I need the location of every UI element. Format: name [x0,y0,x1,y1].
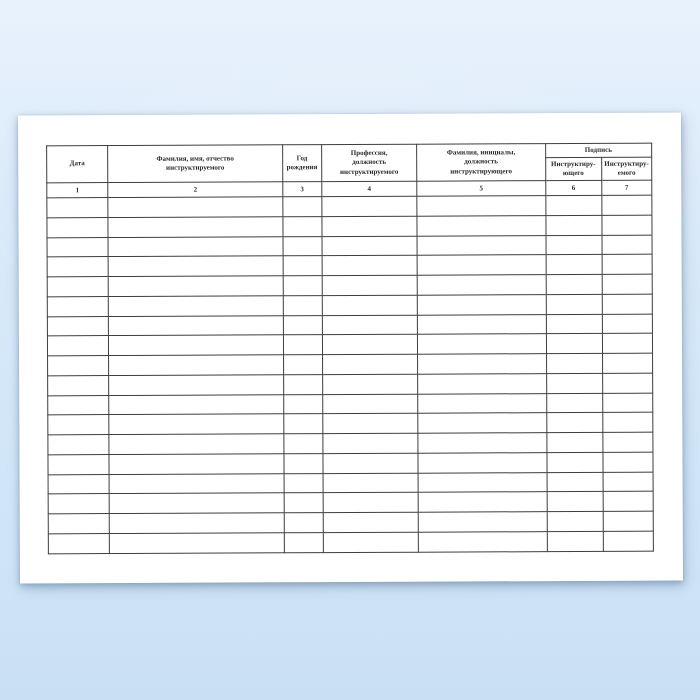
empty-cell [547,472,603,492]
empty-cell [108,217,283,238]
empty-cell [322,354,418,374]
empty-cell [602,215,652,235]
empty-cell [48,395,109,415]
empty-log-row [47,235,652,257]
empty-cell [547,492,603,512]
empty-cell [108,256,283,277]
empty-cell [603,472,653,492]
empty-cell [322,196,418,216]
col-header-instructed-profession: Профессия, должность инструктируемого [321,144,417,181]
empty-cell [418,334,546,354]
empty-cell [48,534,109,554]
empty-cell [603,511,653,531]
empty-cell [283,236,322,256]
empty-cell [283,295,322,315]
instruction-log-table [46,143,654,555]
empty-cell [109,513,284,534]
column-number-6: 6 [545,180,601,195]
empty-cell [283,216,322,236]
empty-cell [322,295,418,315]
empty-cell [109,454,284,475]
empty-cell [418,472,546,492]
empty-log-row [47,334,652,356]
empty-cell [545,195,601,215]
empty-cell [48,415,109,435]
empty-cell [547,531,603,551]
empty-cell [284,375,323,395]
empty-cell [417,275,545,295]
empty-cell [284,473,323,493]
empty-cell [602,274,652,294]
empty-cell [546,373,602,393]
empty-log-row [48,452,653,474]
empty-cell [418,374,546,394]
empty-cell [47,198,108,218]
empty-cell [48,435,109,455]
empty-cell [602,353,652,373]
empty-log-row [47,314,652,336]
empty-cell [48,494,109,514]
empty-log-row [48,511,653,533]
empty-cell [284,493,323,513]
empty-cell [322,414,418,434]
empty-cell [48,514,109,534]
empty-cell [109,394,284,415]
empty-log-row [48,472,653,494]
empty-cell [546,393,602,413]
empty-cell [546,334,602,354]
empty-cell [323,512,419,532]
empty-cell [418,294,546,314]
empty-cell [322,335,418,355]
empty-cell [283,256,322,276]
empty-cell [602,314,652,334]
empty-cell [546,255,602,275]
empty-cell [322,256,418,276]
empty-log-row [48,353,653,375]
empty-cell [109,414,284,435]
empty-log-row [47,254,652,276]
empty-log-row [48,413,653,435]
empty-cell [48,375,109,395]
column-number-3: 3 [283,182,322,197]
empty-cell [419,532,547,553]
empty-cell [322,374,418,394]
empty-cell [603,432,653,452]
empty-cell [284,513,323,533]
empty-cell [323,493,419,513]
empty-cell [47,217,108,237]
empty-cell [48,356,109,376]
empty-cell [284,434,323,454]
empty-cell [323,433,419,453]
empty-cell [546,294,602,314]
empty-log-row [48,393,653,415]
empty-cell [546,433,602,453]
empty-cell [323,473,419,493]
empty-cell [602,254,652,274]
empty-cell [284,454,323,474]
empty-cell [417,196,545,216]
col-header-signature-instructor: Инструктиру- ющего [545,157,601,180]
empty-cell [418,453,546,473]
column-number-7: 7 [602,180,652,195]
empty-cell [602,195,652,215]
empty-cell [322,315,418,335]
empty-cell [47,296,108,316]
empty-cell [546,235,602,255]
empty-cell [602,235,652,255]
empty-cell [109,375,284,396]
document-page [18,113,683,584]
empty-cell [108,236,283,257]
empty-log-row [47,274,652,296]
empty-cell [109,493,284,514]
empty-cell [283,315,322,335]
empty-cell [109,355,284,376]
empty-cell [108,315,283,336]
empty-cell [602,373,652,393]
col-header-signature-instructed: Инструктиру- емого [601,157,651,180]
empty-cell [109,474,284,495]
empty-cell [546,314,602,334]
empty-cell [47,257,108,277]
empty-cell [108,276,283,297]
empty-cell [109,335,284,356]
empty-cell [546,413,602,433]
table-body [47,195,654,554]
empty-cell [284,394,323,414]
empty-cell [418,433,546,453]
empty-cell [322,216,418,236]
empty-cell [602,334,652,354]
empty-cell [418,492,546,512]
empty-cell [284,533,323,553]
empty-cell [108,296,283,317]
empty-cell [47,277,108,297]
empty-cell [109,434,284,455]
empty-cell [547,512,603,532]
empty-cell [48,474,109,494]
empty-log-row [48,373,653,395]
empty-cell [603,531,653,551]
empty-cell [283,276,322,296]
empty-cell [47,316,108,336]
empty-cell [602,393,652,413]
empty-log-row [48,432,653,454]
empty-cell [418,413,546,433]
empty-cell [603,413,653,433]
column-number-5: 5 [417,181,545,197]
empty-cell [47,336,108,356]
column-number-4: 4 [321,181,417,196]
empty-cell [603,452,653,472]
empty-cell [546,452,602,472]
empty-cell [108,197,283,218]
empty-cell [283,355,322,375]
empty-cell [418,314,546,334]
empty-log-row [47,294,652,316]
empty-cell [283,335,322,355]
empty-cell [284,414,323,434]
empty-cell [322,275,418,295]
col-header-instructor-name: Фамилия, инициалы, должность инструктирующего [417,144,545,182]
empty-cell [322,394,418,414]
empty-cell [48,455,109,475]
empty-log-row [47,215,652,237]
empty-cell [546,354,602,374]
empty-cell [602,294,652,314]
empty-log-row [48,531,653,554]
col-header-instructed-name: Фамилия, имя, отчество инструктируемого [108,145,283,183]
empty-cell [323,532,419,552]
empty-log-row [47,195,652,217]
empty-cell [322,236,418,256]
col-group-signature: Подпись [545,143,652,157]
column-number-2: 2 [108,182,283,198]
empty-cell [418,354,546,374]
empty-cell [417,215,545,235]
empty-cell [546,274,602,294]
column-number-1: 1 [47,183,108,198]
empty-cell [545,215,601,235]
empty-cell [418,512,546,532]
empty-cell [417,235,545,255]
col-header-birth-year: Год рождения [283,145,322,182]
empty-cell [418,393,546,413]
empty-cell [603,492,653,512]
empty-cell [47,237,108,257]
empty-cell [323,453,419,473]
empty-cell [283,197,322,217]
empty-log-row [48,492,653,514]
col-header-date: Дата [47,146,108,183]
empty-cell [417,255,545,275]
empty-cell [109,533,284,554]
